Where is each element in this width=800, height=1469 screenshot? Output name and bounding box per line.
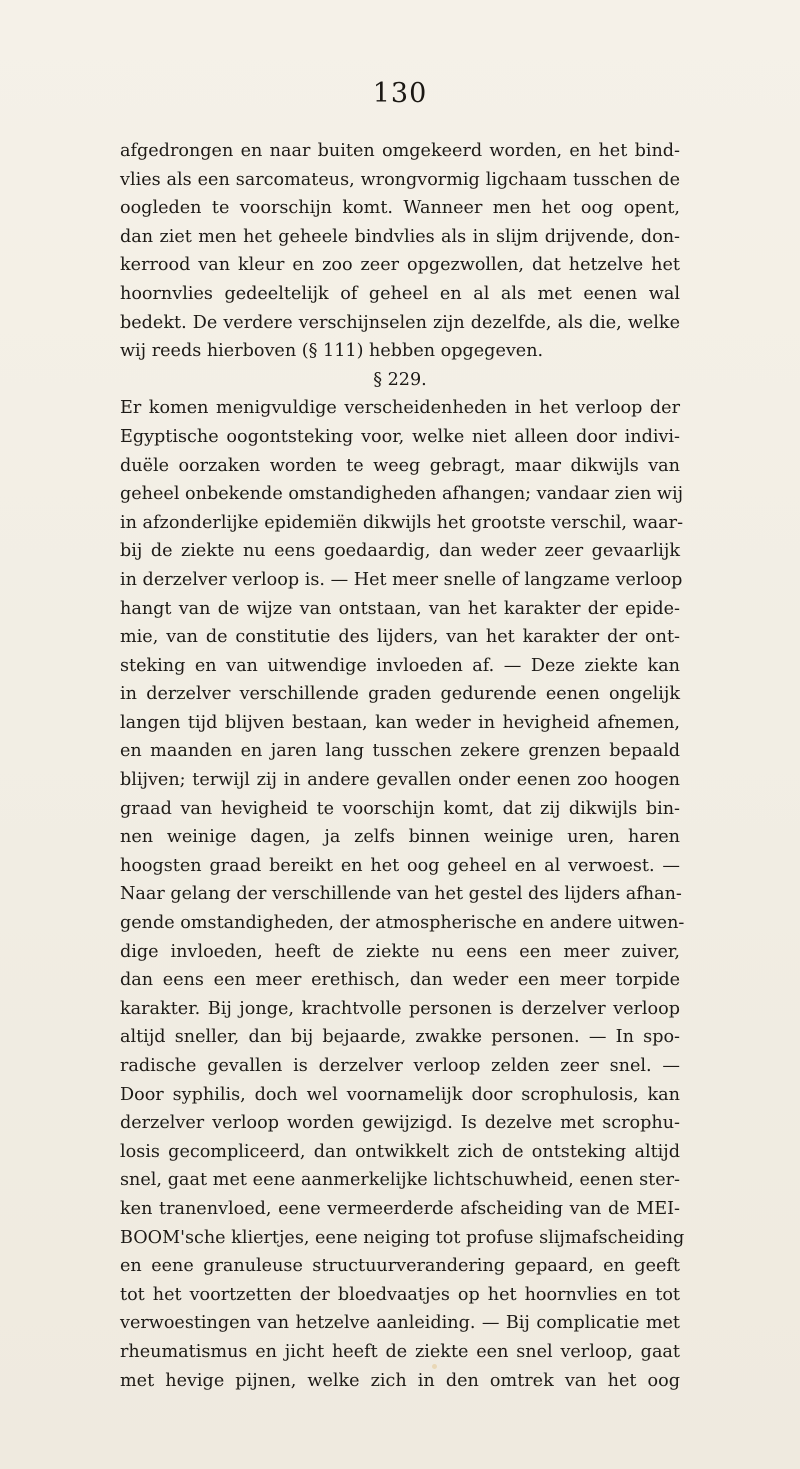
text-line: en eene granuleuse structuurverandering gepaard, en geeft bbox=[120, 1256, 680, 1277]
text-line: karakter. Bij jonge, krachtvolle personen is derzelver verloop bbox=[120, 998, 680, 1019]
text-line: in afzonderlijke epidemiën dikwijls het grootste verschil, waar- bbox=[120, 512, 684, 533]
text-line: dan ziet men het geheele bindvlies als in slijm drijvende, don- bbox=[120, 226, 680, 247]
text-line: langen tijd blijven bestaan, kan weder in hevigheid afnemen, bbox=[120, 712, 680, 733]
text-line: ken tranenvloed, eene vermeerderde afscheiding van de MEI- bbox=[120, 1198, 680, 1219]
text-line: blijven; terwijl zij in andere gevallen onder eenen zoo hoogen bbox=[120, 770, 680, 791]
section-heading: § 229. bbox=[373, 369, 427, 390]
text-line: dige invloeden, heeft de ziekte nu eens een meer zuiver, bbox=[120, 941, 680, 962]
text-line: en maanden en jaren lang tusschen zekere grenzen bepaald bbox=[120, 741, 680, 762]
text-line: nen weinige dagen, ja zelfs binnen weinige uren, haren bbox=[120, 827, 680, 848]
text-line: Er komen menigvuldige verscheidenheden in het verloop der bbox=[120, 398, 680, 419]
text-line: radische gevallen is derzelver verloop zelden zeer snel. — bbox=[120, 1056, 680, 1076]
paper-spot bbox=[432, 1364, 437, 1369]
text-line: duële oorzaken worden te weeg gebragt, maar dikwijls van bbox=[120, 455, 680, 476]
text-line: geheel onbekende omstandigheden afhangen; vandaar zien wij bbox=[120, 484, 684, 505]
body-text bbox=[120, 137, 685, 1395]
text-line: in derzelver verschillende graden gedurende eenen ongelijk bbox=[120, 684, 680, 705]
text-line: oogleden te voorschijn komt. Wanneer men het oog opent, bbox=[120, 198, 680, 219]
text-line: rheumatismus en jicht heeft de ziekte een snel verloop, gaat bbox=[120, 1341, 680, 1362]
text-line: wij reeds hierboven (§ 111) hebben opgegeven. bbox=[120, 341, 544, 362]
text-line: Naar gelang der verschillende van het gestel des lijders afhan- bbox=[120, 884, 682, 905]
text-line: BOOM'sche kliertjes, eene neiging tot profuse slijmafscheiding bbox=[120, 1227, 685, 1248]
text-line: vlies als een sarcomateus, wrongvormig ligchaam tusschen de bbox=[120, 169, 680, 190]
text-line: hangt van de wijze van ontstaan, van het karakter der epide- bbox=[120, 598, 680, 619]
text-line: bij de ziekte nu eens goedaardig, dan weder zeer gevaarlijk bbox=[120, 541, 680, 562]
text-line: derzelver verloop worden gewijzigd. Is dezelve met scrophu- bbox=[120, 1113, 680, 1134]
text-line: verwoestingen van hetzelve aanleiding. — Bij complicatie met bbox=[120, 1313, 680, 1334]
text-line: Egyptische oogontsteking voor, welke niet alleen door indivi- bbox=[120, 426, 680, 447]
text-line: losis gecompliceerd, dan ontwikkelt zich de ontsteking altijd bbox=[120, 1141, 680, 1162]
text-line: bedekt. De verdere verschijnselen zijn dezelfde, als die, welke bbox=[120, 312, 680, 333]
text-line: kerrood van kleur en zoo zeer opgezwollen, dat hetzelve het bbox=[120, 255, 680, 276]
text-line: mie, van de constitutie des lijders, van het karakter der ont- bbox=[120, 627, 680, 648]
text-line: met hevige pijnen, welke zich in den omtrek van het oog bbox=[120, 1370, 680, 1391]
text-line: snel, gaat met eene aanmerkelijke lichtschuwheid, eenen ster- bbox=[120, 1170, 680, 1191]
text-line: steking en van uitwendige invloeden af. — Deze ziekte kan bbox=[120, 655, 680, 676]
text-line: hoogsten graad bereikt en het oog geheel en al verwoest. — bbox=[120, 855, 680, 876]
text-line: dan eens een meer erethisch, dan weder een meer torpide bbox=[120, 970, 680, 991]
text-line: altijd sneller, dan bij bejaarde, zwakke personen. — In spo- bbox=[120, 1027, 680, 1048]
text-line: gende omstandigheden, der atmospherische en andere uitwen- bbox=[120, 913, 685, 934]
page-number: 130 bbox=[372, 78, 428, 109]
text-line: afgedrongen en naar buiten omgekeerd worden, en het bind- bbox=[120, 141, 680, 161]
text-line: in derzelver verloop is. — Het meer snelle of langzame verloop bbox=[120, 569, 683, 590]
text-line: Door syphilis, doch wel voornamelijk door scrophulosis, kan bbox=[120, 1084, 680, 1105]
text-line: hoornvlies gedeeltelijk of geheel en al als met eenen wal bbox=[120, 283, 680, 304]
text-line: tot het voortzetten der bloedvaatjes op het hoornvlies en tot bbox=[120, 1284, 680, 1305]
text-line: graad van hevigheid te voorschijn komt, dat zij dikwijls bin- bbox=[120, 798, 680, 819]
